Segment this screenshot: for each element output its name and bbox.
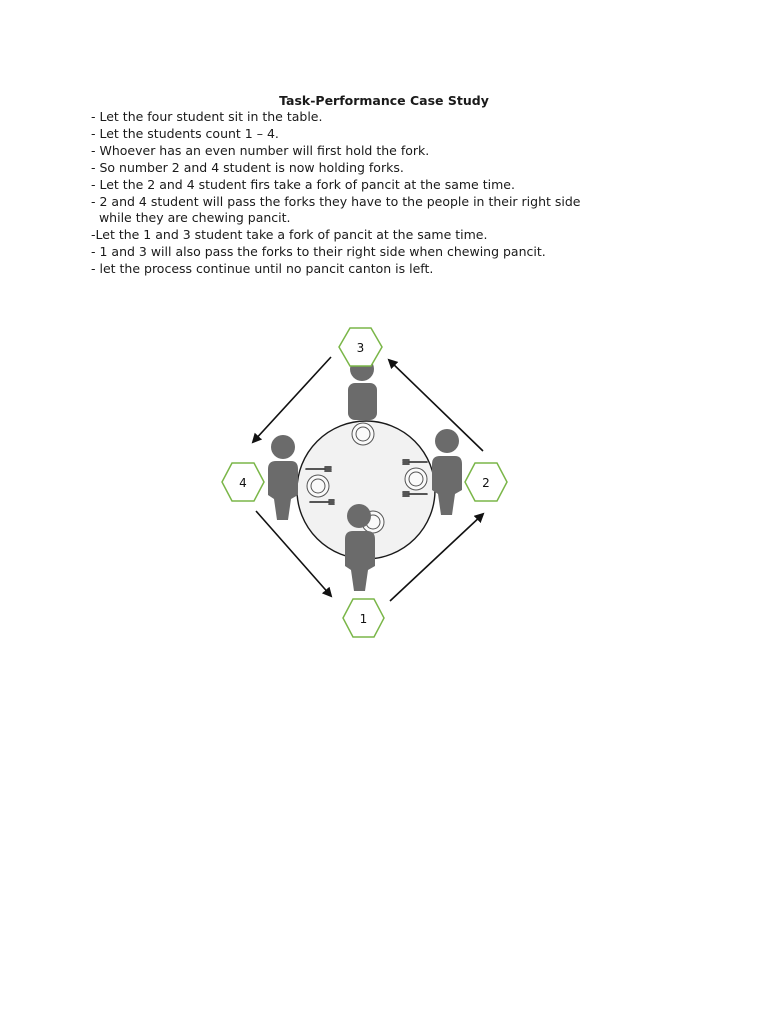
- instruction-line: - Let the four student sit in the table.: [91, 109, 323, 124]
- plate-icon: [405, 468, 427, 490]
- person-icon: [268, 435, 298, 520]
- person-icon: [432, 429, 462, 515]
- table-seating-diagram: [215, 318, 515, 643]
- seat-hexagon-1: [343, 599, 384, 637]
- seat-hexagon-3: [339, 328, 382, 366]
- seat-number-4: 4: [239, 476, 247, 490]
- instruction-line: -Let the 1 and 3 student take a fork of pancit at the same time.: [91, 227, 488, 243]
- seat-number-2: 2: [482, 476, 490, 490]
- seat-hexagon-2: [465, 463, 507, 501]
- instruction-line: - Let the students count 1 – 4.: [91, 125, 279, 141]
- pass-arrow: [253, 357, 331, 442]
- plate-icon: [307, 475, 329, 497]
- instruction-line: - let the process continue until no pancit canton is left.: [91, 261, 434, 277]
- plate-icon: [352, 423, 374, 445]
- instruction-line: - So number 2 and 4 student is now holding forks.: [91, 159, 404, 175]
- instruction-line: - Whoever has an even number will first hold the fork.: [91, 142, 430, 158]
- instruction-line: while they are chewing pancit.: [91, 210, 291, 226]
- person-icon: [345, 504, 375, 591]
- instruction-line: - 1 and 3 will also pass the forks to their right side when chewing pancit.: [91, 244, 546, 260]
- seat-hexagon-4: [222, 463, 264, 501]
- document-title: Task-Performance Case Study: [279, 93, 489, 108]
- instruction-line: - 2 and 4 student will pass the forks they have to the people in their right side: [91, 193, 581, 209]
- instruction-line: - Let the 2 and 4 student firs take a fork of pancit at the same time.: [91, 176, 515, 192]
- instruction-list: [91, 109, 581, 278]
- seat-number-1: 1: [359, 612, 368, 626]
- seat-number-3: 3: [356, 341, 365, 355]
